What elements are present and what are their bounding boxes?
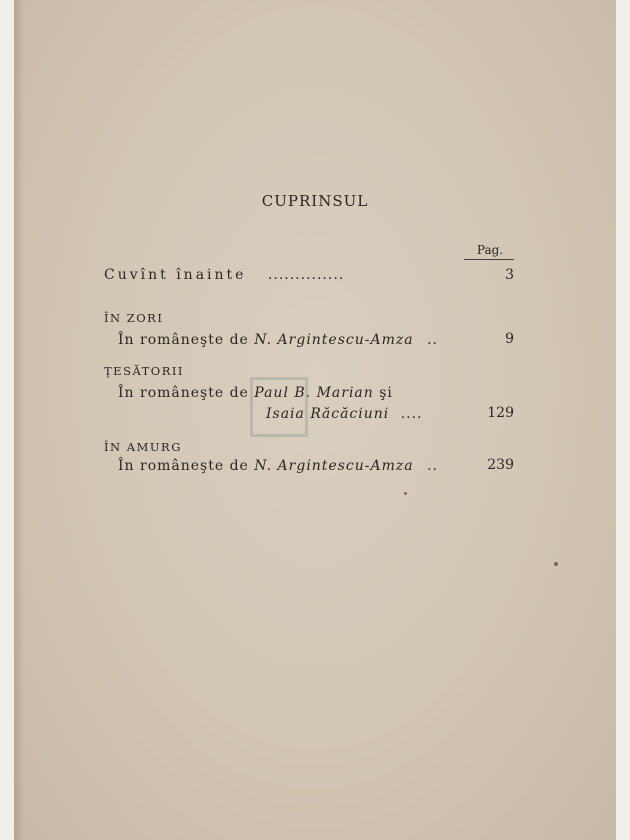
entry-label: Cuvînt înainte bbox=[104, 267, 247, 283]
entry-page-number: 129 bbox=[487, 405, 514, 421]
toc-title: CUPRINSUL bbox=[261, 192, 369, 210]
watermark-logo bbox=[250, 377, 400, 443]
translator-line: În româneşte de N. Argintescu-Amza .. bbox=[118, 332, 438, 348]
translator-line: În româneşte de N. Argintescu-Amza .. bbox=[118, 458, 438, 474]
leader-dots: .............. bbox=[267, 267, 345, 283]
leader-dots: .... bbox=[400, 406, 423, 422]
entry-page-number: 3 bbox=[505, 267, 514, 283]
leader-dots: .. bbox=[427, 458, 438, 474]
entry-page-number: 239 bbox=[487, 457, 514, 473]
watermark-mark bbox=[250, 377, 308, 437]
page-edge-shadow bbox=[14, 0, 24, 840]
entry-page-number: 9 bbox=[505, 331, 514, 347]
translator-name: N. Argintescu-Amza bbox=[254, 458, 414, 474]
page-column-rule bbox=[464, 259, 514, 260]
translator-line: În româneşte de Paul B. Marian şi bbox=[118, 385, 393, 401]
translator-name: N. Argintescu-Amza bbox=[254, 332, 414, 348]
toc-entry-foreword bbox=[104, 267, 344, 283]
page-column-header: Pag. bbox=[476, 243, 504, 257]
translator-name: Isaia Răcăciuni bbox=[266, 406, 390, 422]
paper-speck bbox=[404, 492, 407, 495]
book-page bbox=[14, 0, 616, 840]
section-heading: ÎN ZORI bbox=[104, 311, 164, 325]
leader-dots: .. bbox=[427, 332, 438, 348]
translator-name: Paul B. Marian bbox=[254, 385, 374, 401]
section-heading: ÎN AMURG bbox=[104, 440, 182, 454]
section-heading: ŢESĂTORII bbox=[104, 364, 184, 378]
paper-speck bbox=[554, 562, 558, 566]
